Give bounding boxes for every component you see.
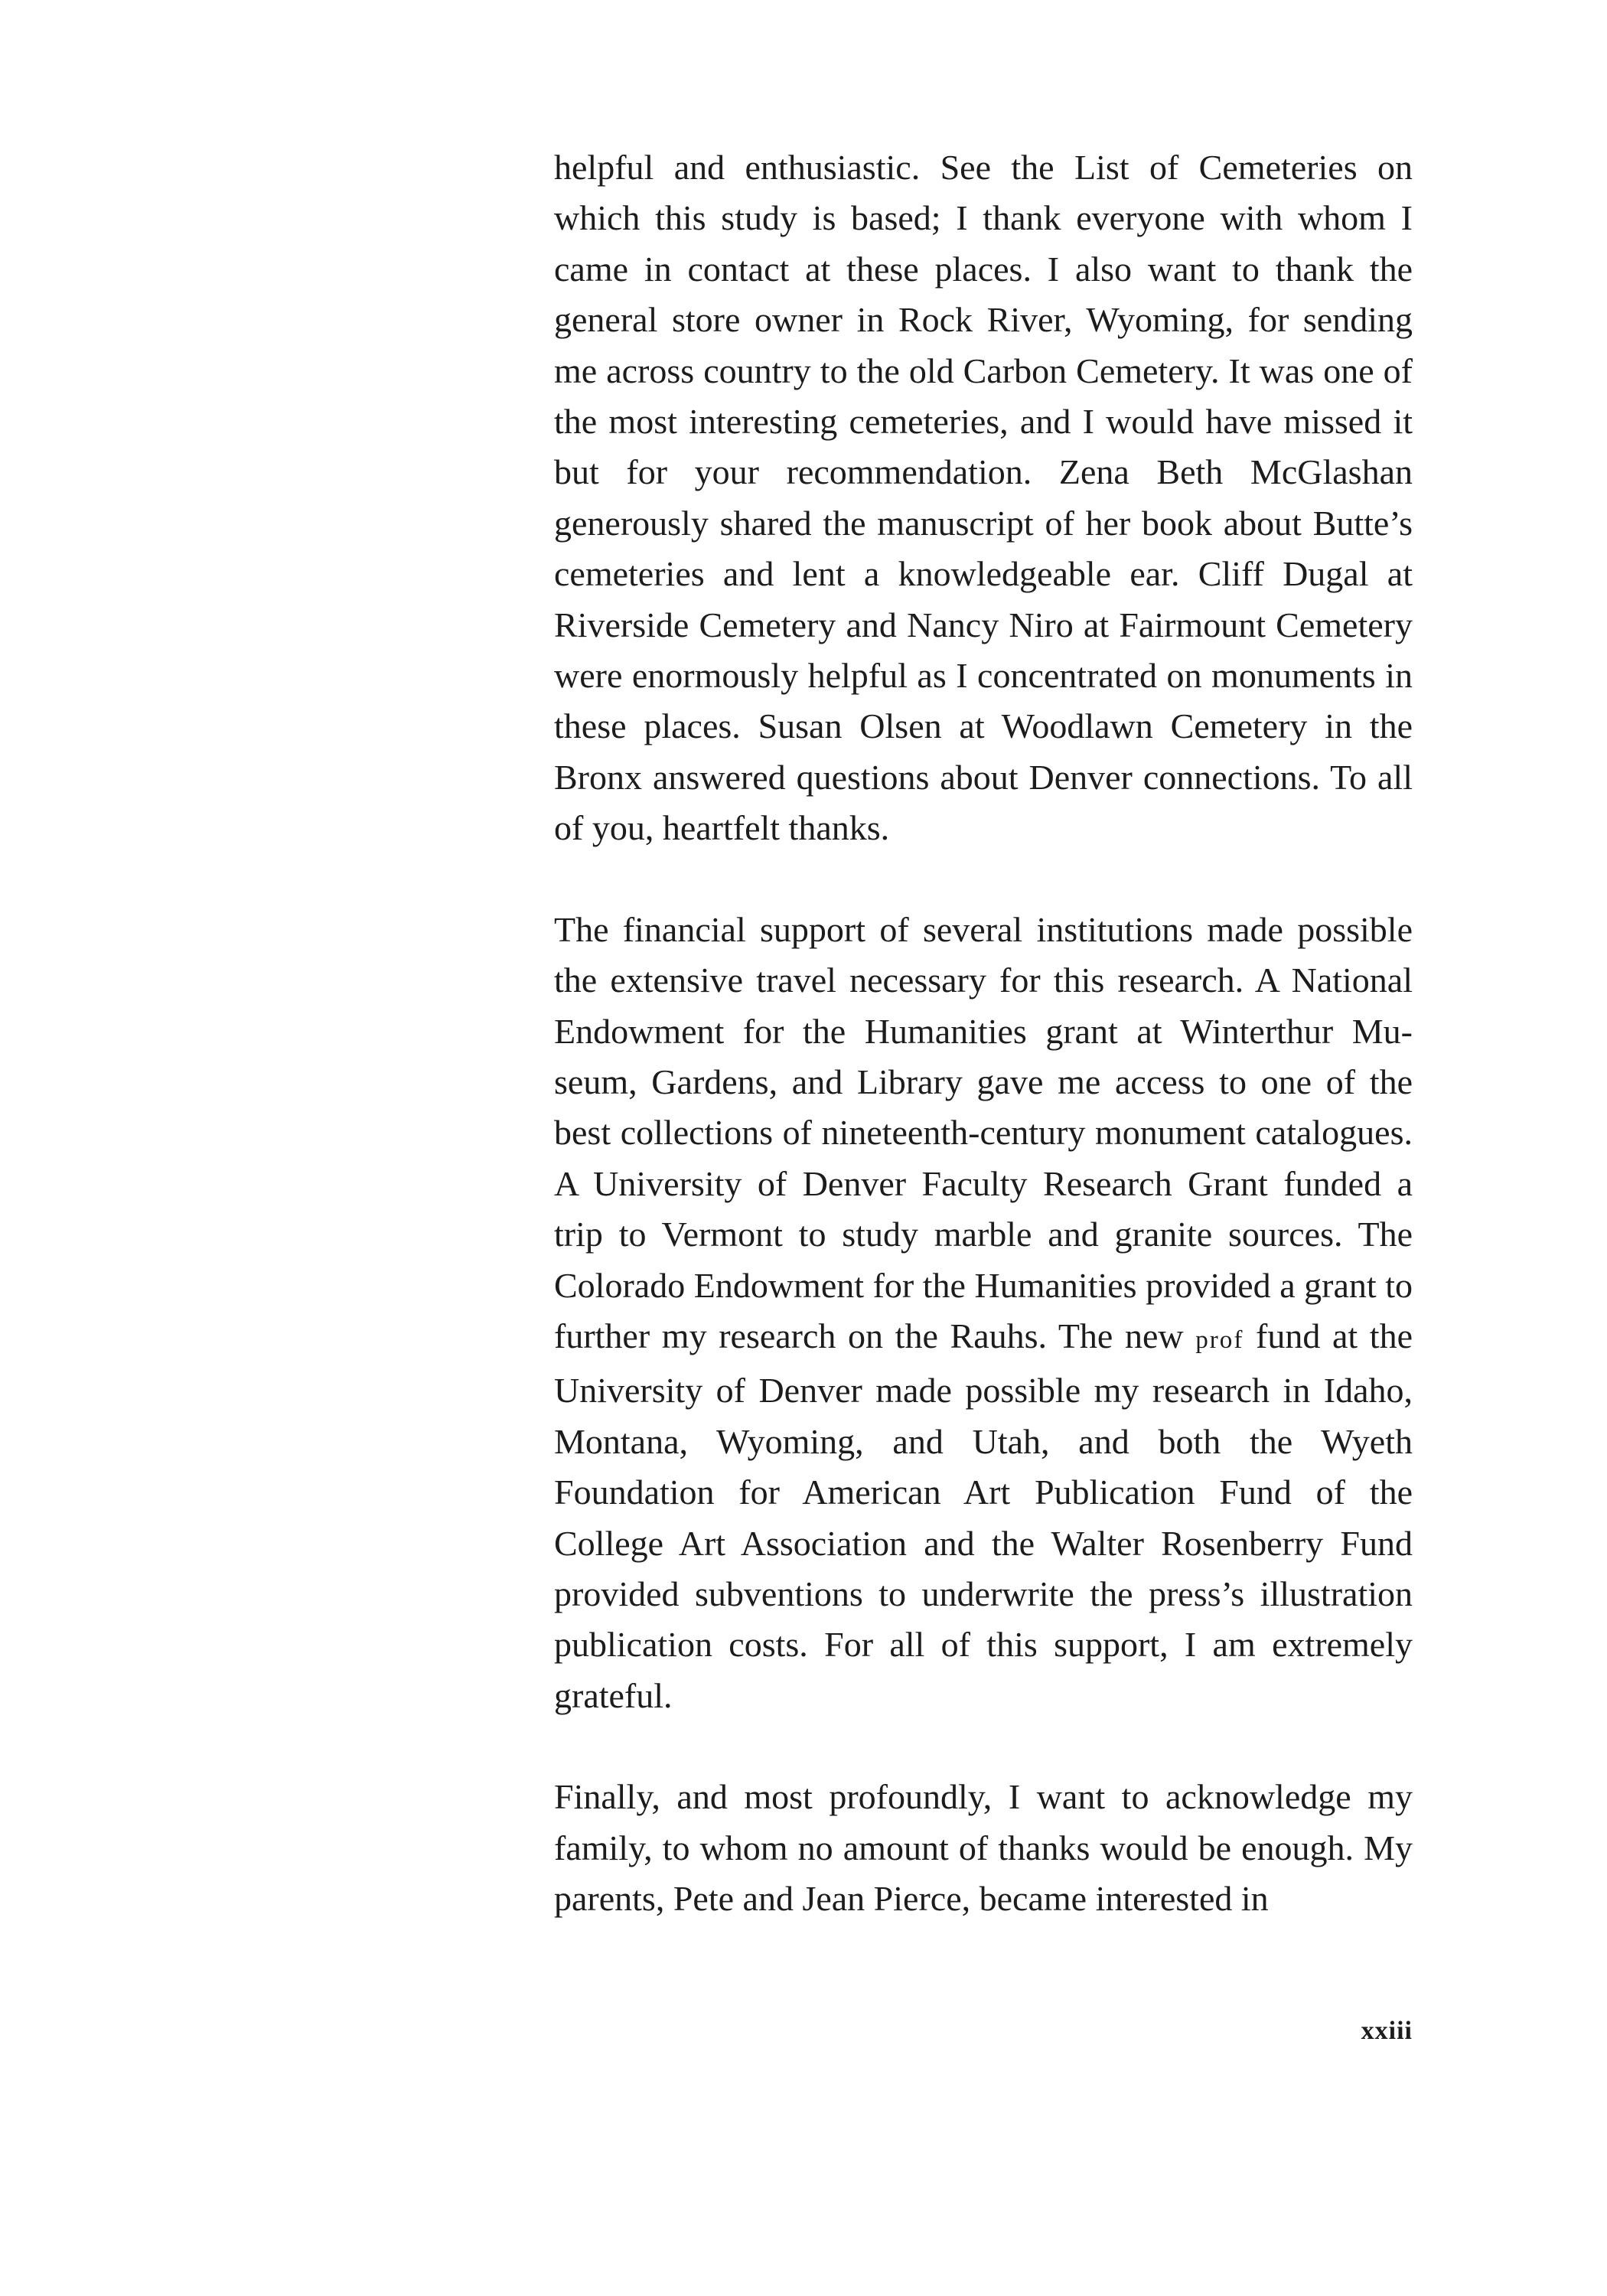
body-text: [554, 142, 1413, 1924]
prof-small-caps: prof: [1195, 1325, 1244, 1354]
page-number: xxiii: [1361, 2017, 1413, 2045]
paragraph-financial-support-text-end: fund at the University of Denver made possible my research in Idaho, Montana, Wyoming, and Utah, and both the Wyeth Foundation for American Art Publication Fund of the College Art Association and the Walter Rosenberry Fund provided subventions to underwrite the press’s illustration publication costs. For all of this support, I am extremely grateful.: [554, 1316, 1413, 1715]
paragraph-family: Finally, and most profoundly, I want to acknowledge my family, to whom no amount of thanks would be enough. My parents, Pete and Jean Pierce, became interested in: [554, 1777, 1413, 1918]
paragraph-financial-support-text-start: The financial support of several institutions made possible the extensive travel necessary for this research. A National Endowment for the Humanities grant at Winterthur Museum, Gardens, and Library gave me access to one of the best collections of nineteenth-century monument catalogues. A University of Denver Faculty Research Grant funded a trip to Vermont to study marble and granite sources. The Colorado Endowment for the Humanities provided a grant to further my research on the Rauhs. The new: [554, 909, 1413, 1355]
paragraph-acknowledgments-cemeteries: helpful and enthusiastic. See the List of Cemeteries on which this study is based; I thank everyone with whom I came in contact at these places. I also want to thank the general store owner in Rock River, Wyoming, for sending me across country to the old Carbon Cemetery. It was one of the most interesting cemeteries, and I would have missed it but for your recommendation. Zena Beth McGlashan generously shared the manuscript of her book about Butte’s cemeteries and lent a knowledgeable ear. Cliff Dugal at Riverside Cemetery and Nancy Niro at Fairmount Cemetery were enormously helpful as I concentrated on monuments in these places. Susan Olsen at Woodlawn Cemetery in the Bronx answered questions about Denver connections. To all of you, heartfelt thanks.: [554, 148, 1413, 848]
paragraph-financial-support: [554, 905, 1413, 1722]
